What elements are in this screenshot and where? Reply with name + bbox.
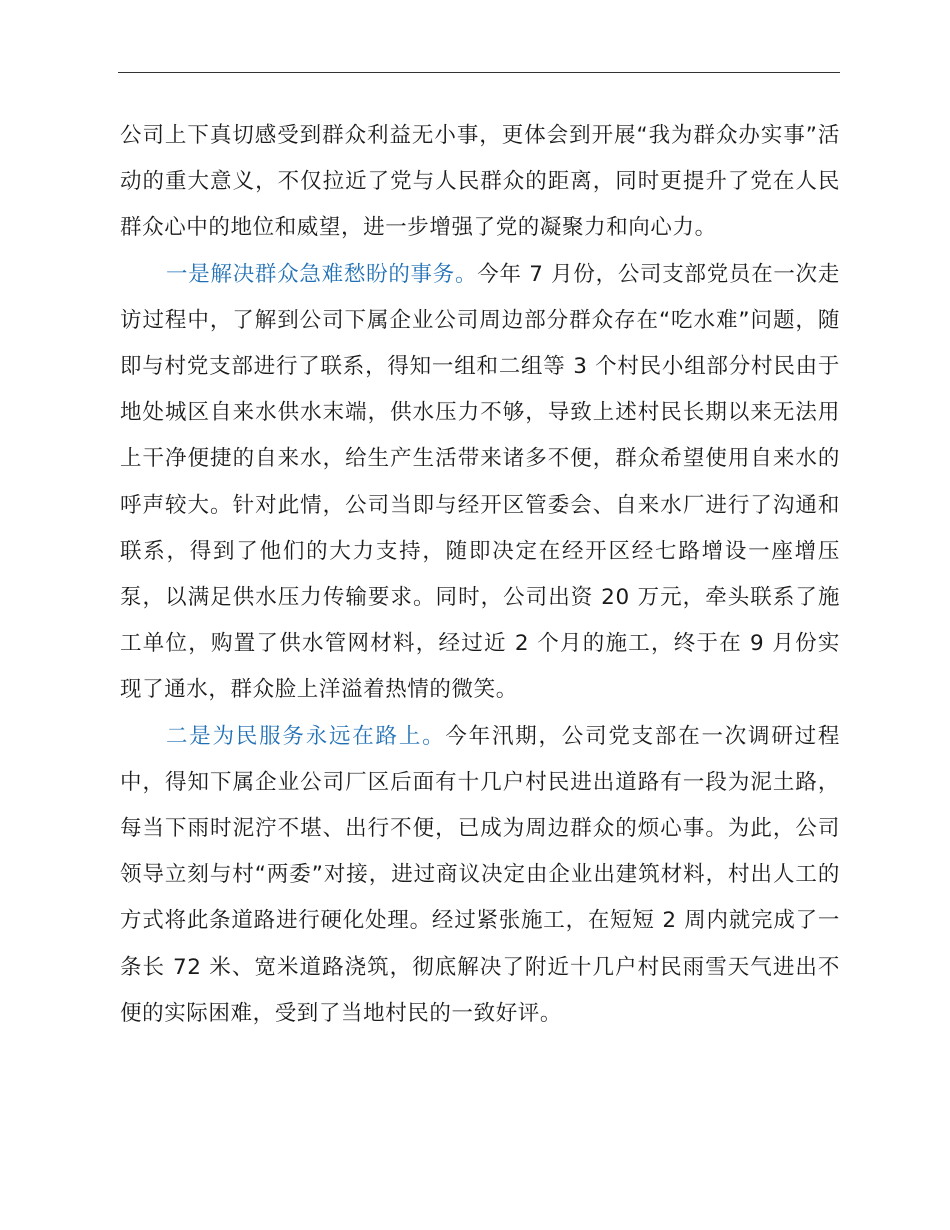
document-body [120,113,840,1037]
paragraph-text: 今年汛期，公司党支部在一次调研过程中，得知下属企业公司厂区后面有十几户村民进出道路有一段为泥土路，每当下雨时泥泞不堪、出行不便，已成为周边群众的烦心事。为此，公司领导立刻与村“两委”对接，进过商议决定由企业出建筑材料，村出人工的方式将此条道路进行硬化处理。经过紧张施工，在短短 2 周内就完成了一条长 72 米、宽米道路浇筑，彻底解决了附近十几户村民雨雪天气进出不便的实际困难，受到了当地村民的一致好评。 [120,723,841,1026]
paragraph-intro [120,113,840,252]
paragraph-lead-heading: 二是为民服务永远在路上。 [166,723,446,749]
paragraph-text: 公司上下真切感受到群众利益无小事，更体会到开展“我为群众办实事”活动的重大意义，不仅拉近了党与人民群众的距离，同时更提升了党在人民群众心中的地位和威望，进一步增强了党的凝聚力和向心力。 [120,123,840,241]
header-rule [118,72,840,73]
paragraph-lead-heading: 一是解决群众急难愁盼的事务。 [166,261,478,287]
paragraph-point-one [120,252,840,714]
paragraph-text: 今年 7 月份，公司支部党员在一次走访过程中，了解到公司下属企业公司周边部分群众存在“吃水难”问题，随即与村党支部进行了联系，得知一组和二组等 3 个村民小组部分村民由于地处城区自来水供水末端，供水压力不够，导致上述村民长期以来无法用上干净便捷的自来水，给生产生活带来诸多不便，群众希望使用自来水的呼声较大。针对此情，公司当即与经开区管委会、自来水厂进行了沟通和联系，得到了他们的大力支持，随即决定在经开区经七路增设一座增压泵，以满足供水压力传输要求。同时，公司出资 20 万元，牵头联系了施工单位，购置了供水管网材料，经过近 2 个月的施工，终于在 9 月份实现了通水，群众脸上洋溢着热情的微笑。 [120,261,840,703]
paragraph-point-two [120,714,840,1037]
